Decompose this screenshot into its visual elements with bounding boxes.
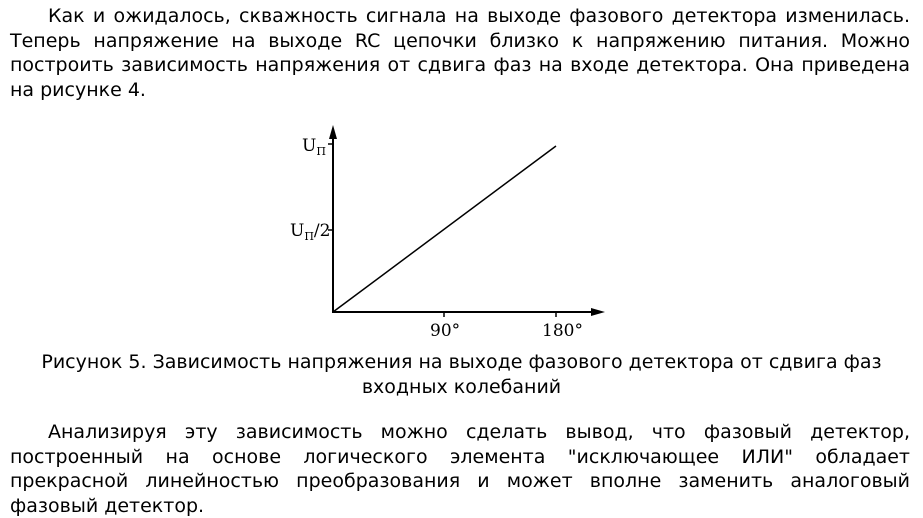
y-label-mid: $U_П/2$ — [290, 221, 331, 243]
y-label-top: $U_П$ — [302, 136, 326, 158]
x-axis-arrow — [591, 308, 605, 316]
figure-caption: Рисунок 5. Зависимость напряжения на выходе фазового детектора от сдвига фаз входных колебаний — [41, 351, 882, 398]
x-label-90: 90° — [430, 321, 461, 341]
conclusion-paragraph — [10, 420, 910, 518]
y-axis-arrow — [329, 125, 337, 139]
linear-characteristic-line — [333, 146, 556, 312]
x-label-180: 180° — [542, 321, 583, 341]
conclusion-paragraph-text: Анализируя эту зависимость можно сделать вывод, что фазовый детектор, построенный на основе логического элемента "исключающее ИЛИ" обладает прекрасной линейностью преобразования и может вполне заменить аналоговый фазовый детектор. — [10, 421, 910, 517]
intro-paragraph-text: Как и ожидалось, скважность сигнала на выходе фазового детектора изменилась. Теперь напряжение на выходе RC цепочки близко к напряжению питания. Можно построить зависимость напряжения от сдвига фаз на входе детектора. Она приведена на рисунке 4. — [10, 5, 910, 101]
